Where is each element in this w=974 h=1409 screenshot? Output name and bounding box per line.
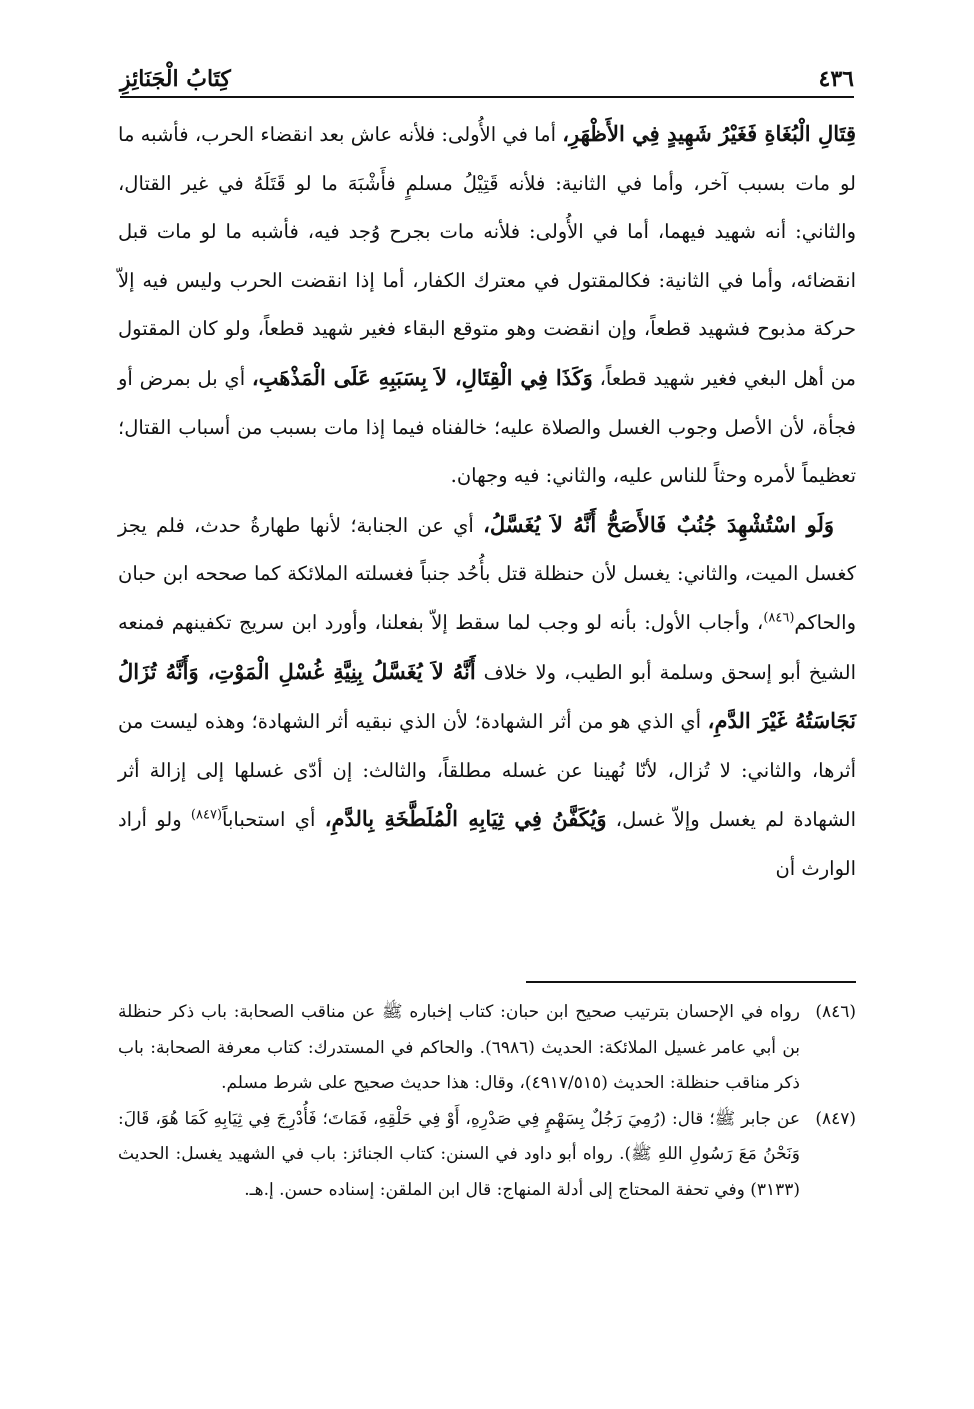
- commentary-text: أي عن الجنابة؛ لأنها طهارةُ حدث، فلم يجز كغسل الميت، والثاني: يغسل لأن حنظلة قتل بأُحُد جنباً فغسلته الملائكة كما صححه ابن حبان والحاكم: [118, 513, 856, 634]
- matn-text: وَلَو اسْتُشْهِدَ جُنُبٌ فَالأَصَحُّ أَنَّهُ لاَ يُغَسَّلُ،: [483, 511, 834, 537]
- main-text: [118, 110, 856, 894]
- running-header: [120, 52, 854, 98]
- footnote-text: عن جابر ﷺ؛ قال: (رُمِيَ رَجُلٌ بِسَهْمٍ فِي صَدْرِهِ، أَوْ فِي حَلْقِهِ، فَمَاتَ؛ فَأُدْرِجَ فِي ثِيَابِهِ كَمَا هُوَ، قَالَ: وَنَحْنُ مَعَ رَسُولِ اللهِ ﷺ). رواه أبو داود في السنن: كتاب الجنائز: باب في الشهيد يغسل: الحديث (٣١٣٣) وفي تحفة المحتاج إلى أدلة المنهاج: قال ابن الملقن: إسناده حسن. إ.هـ.: [118, 1108, 800, 1200]
- matn-text: وَكَذَا فِي الْقِتَالِ، لاَ بِسَبَبِهِ عَلَى الْمَذْهَبِ،: [251, 364, 593, 390]
- footnote-reference[interactable]: (٨٤٧): [190, 807, 223, 823]
- paragraph: [118, 110, 856, 501]
- matn-text: وَيُكَفَّنُ فِي ثِيَابِهِ الْمُلَطَّخَةِ بِالدَّمِ،: [324, 806, 607, 832]
- matn-text: قِتَالِ الْبُغَاةِ فَغَيْرُ شَهِيدٍ فِي الأَظْهَرِ،: [562, 121, 857, 146]
- commentary-text: أي بل بمرض أو فجأة، لأن الأصل وجوب الغسل والصلاة عليه؛ خالفناه فيما إذا مات بسبب من أسباب القتال؛ تعظيماً لأمره وحثاً للناس عليه، والثاني: فيه وجهان.: [118, 366, 856, 488]
- footnote-text: رواه في الإحسان بترتيب صحيح ابن حبان: كتاب إخباره ﷺ عن مناقب الصحابة: باب ذكر حنظلة بن أبي عامر غسيل الملائكة: الحديث (٦٩٨٦). والحاكم في المستدرك: كتاب معرفة الصحابة: باب ذكر مناقب حنظلة: الحديث (٤٩١٧/٥١٥)، وقال: هذا حديث صحيح على شرط مسلم.: [118, 1002, 801, 1093]
- commentary-text: ، وأجاب الأول: بأنه لو وجب لما سقط إلاّ بفعلنا، وأورد ابن سريج تكفينهم فمنعه الشيخ أبو إسحق وسلمة أبو الطيب، ولا خلاف: [118, 610, 856, 684]
- page-number: ٤٣٦: [818, 66, 854, 92]
- footnote-divider: [526, 981, 856, 983]
- footnote: [118, 1102, 856, 1209]
- footnote-number: (٨٤٦): [815, 1002, 856, 1022]
- commentary-text: أي استحباباً: [222, 808, 325, 832]
- footnote-number: (٨٤٧): [815, 1108, 856, 1129]
- commentary-text: أما في الأُولى: فلأنه عاش بعد انقضاء الحرب، فأشبه ما لو مات بسبب آخر، وأما في الثانية: فلأنه قَتِيْلُ مسلمٍ فأَشْبَهَ ما لو قَتَلَهُ في غير القتال، والثاني: أنه شهيد فيهما، أما في الأُولى: فلأنه مات بجرح وُجد فيه، فأشبه ما لو مات قبل انقضائه، وأما في الثانية: فكالمقتول في معترك الكفار، أما إذا انقضت الحرب وليس فيه إلاّ حركة مذبوح فشهيد قطعاً، وإن انقضت وهو متوقع البقاء فغير شهيد قطعاً، ولو كان المقتول من أهل البغي فغير شهيد قطعاً،: [118, 123, 856, 390]
- commentary-text: أي الذي هو من أثر الشهادة؛ لأن الذي نبقيه أثر الشهادة؛ وهذه ليست من أثرها، والثاني: لا تُزال، لأنّا نُهينا عن غسله مطلقاً، والثالث: إن أدّى غسلها إلى إزالة أثر الشهادة لم يغسل وإلاّ غسل،: [118, 710, 856, 832]
- footnote-reference[interactable]: (٨٤٦): [763, 610, 795, 626]
- footnotes: [118, 995, 856, 1208]
- matn-text: أَنَّهُ لاَ يُغَسَّلُ بِنِيَّةِ غُسْلِ الْمَوْتِ، وَأَنَّهُ تُزَالُ نَجَاسَتُهُ غَيْرَ الدَّمِ،: [118, 658, 856, 734]
- paragraph: [118, 501, 856, 894]
- footnote: [118, 995, 856, 1102]
- commentary-text: ولو أراد الوارث أن: [118, 808, 856, 880]
- book-title: كِتَابُ الْجَنَائِزِ: [120, 66, 231, 92]
